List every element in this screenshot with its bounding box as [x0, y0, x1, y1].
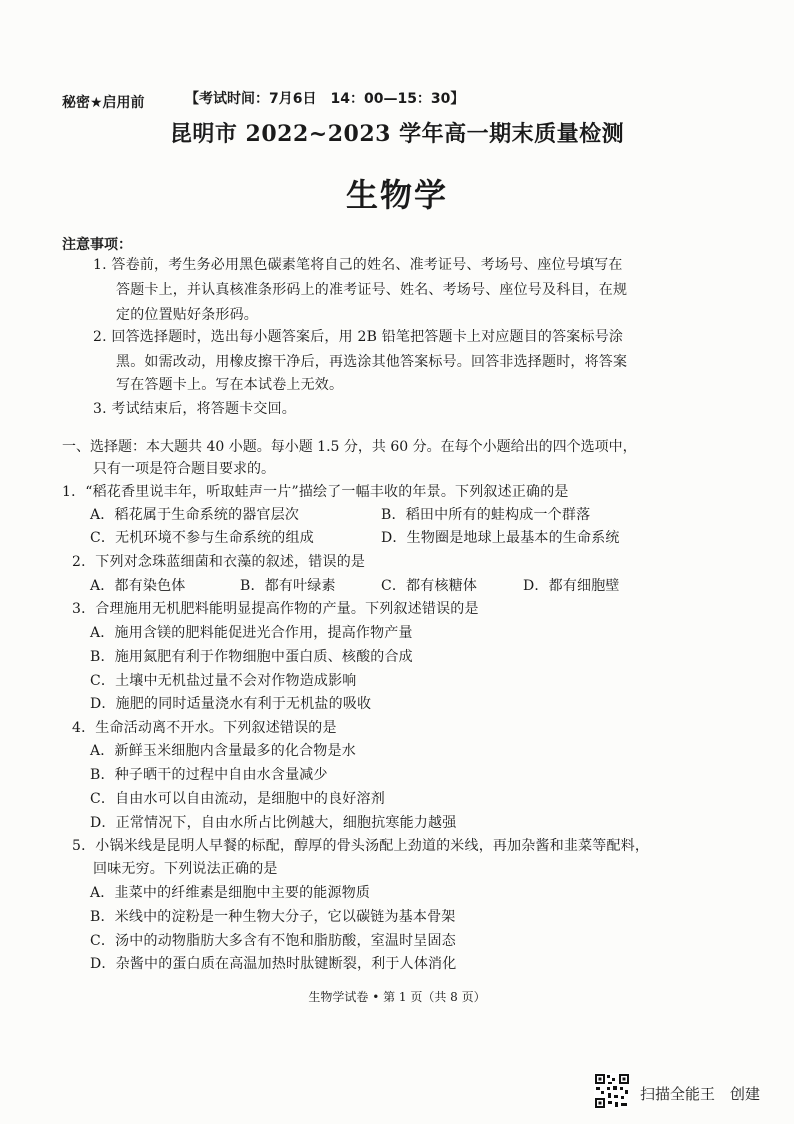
notice-line: 3. 考试结束后，将答题卡交回。: [93, 401, 297, 417]
notice-line: 2. 回答选择题时，选出每小题答案后，用 2B 铅笔把答题卡上对应题目的答案标号涂: [93, 329, 624, 345]
scanner-watermark: 扫描全能王 创建: [640, 1085, 761, 1103]
option-c: C．无机环境不参与生命系统的组成: [90, 530, 314, 546]
option-a: A．韭菜中的纤维素是细胞中主要的能源物质: [90, 885, 371, 901]
section-heading: 一、选择题：本大题共 40 小题。每小题 1.5 分，共 60 分。在每个小题给出的四个选项中，: [62, 439, 637, 455]
option-d: D．施肥的同时适量浇水有利于无机盐的吸收: [90, 696, 372, 712]
option-b: B．米线中的淀粉是一种生物大分子，它以碳链为基本骨架: [90, 909, 456, 925]
option-d: D．都有细胞壁: [523, 578, 620, 594]
option-d: D．生物圈是地球上最基本的生命系统: [381, 530, 620, 546]
question-stem: 4．生命活动离不开水。下列叙述错误的是: [72, 720, 337, 736]
option-d: D．杂酱中的蛋白质在高温加热时肽键断裂，利于人体消化: [90, 956, 457, 972]
option-c: C．都有核糖体: [381, 578, 478, 594]
question-stem: 1．“稻花香里说丰年，听取蛙声一片”描绘了一幅丰收的年景。下列叙述正确的是: [62, 484, 569, 500]
option-a: A．稻花属于生命系统的器官层次: [90, 507, 300, 523]
option-a: A．新鲜玉米细胞内含量最多的化合物是水: [90, 743, 356, 759]
subject-title: 生物学: [345, 176, 448, 214]
notice-line: 写在答题卡上。写在本试卷上无效。: [116, 377, 344, 393]
notice-line: 答题卡上，并认真核准条形码上的准考证号、姓名、考场号、座位号及科目，在规: [116, 282, 628, 298]
option-b: B．稻田中所有的蛙构成一个群落: [381, 507, 591, 523]
option-a: A．都有染色体: [90, 578, 186, 594]
option-d: D．正常情况下，自由水所占比例越大，细胞抗寒能力越强: [90, 815, 457, 831]
question-stem: 5．小锅米线是昆明人早餐的标配，醇厚的骨头汤配上劲道的米线，再加杂酱和韭菜等配料，: [72, 838, 650, 854]
option-c: C．汤中的动物脂肪大多含有不饱和脂肪酸，室温时呈固态: [90, 933, 456, 949]
option-b: B．种子晒干的过程中自由水含量减少: [90, 767, 328, 783]
option-b: B．施用氮肥有利于作物细胞中蛋白质、核酸的合成: [90, 649, 413, 665]
question-stem-cont: 回味无穷。下列说法正确的是: [93, 861, 278, 877]
page-title: 昆明市 2022~2023 学年高一期末质量检测: [169, 121, 625, 147]
option-b: B．都有叶绿素: [240, 578, 336, 594]
notice-line: 1. 答卷前，考生务必用黑色碳素笔将自己的姓名、准考证号、考场号、座位号填写在: [93, 257, 623, 273]
notice-line: 定的位置贴好条形码。: [116, 307, 258, 323]
secret-label: 秘密★启用前: [62, 95, 145, 111]
section-heading-cont: 只有一项是符合题目要求的。: [93, 461, 275, 477]
notice-line: 黑。如需改动，用橡皮擦干净后，再选涂其他答案标号。回答非选择题时，将答案: [116, 354, 628, 370]
page-footer: 生物学试卷 • 第 1 页（共 8 页）: [308, 990, 486, 1004]
qr-code-icon: [594, 1073, 630, 1109]
option-a: A．施用含镁的肥料能促进光合作用，提高作物产量: [90, 625, 413, 641]
question-stem: 2．下列对念珠蓝细菌和衣藻的叙述，错误的是: [72, 554, 366, 570]
option-c: C．土壤中无机盐过量不会对作物造成影响: [90, 673, 357, 689]
question-stem: 3．合理施用无机肥料能明显提高作物的产量。下列叙述错误的是: [72, 601, 479, 617]
exam-time: 【考试时间：7月6日 14：00—15：30】: [185, 91, 465, 107]
option-c: C．自由水可以自由流动，是细胞中的良好溶剂: [90, 791, 385, 807]
notice-heading: 注意事项：: [62, 237, 132, 253]
